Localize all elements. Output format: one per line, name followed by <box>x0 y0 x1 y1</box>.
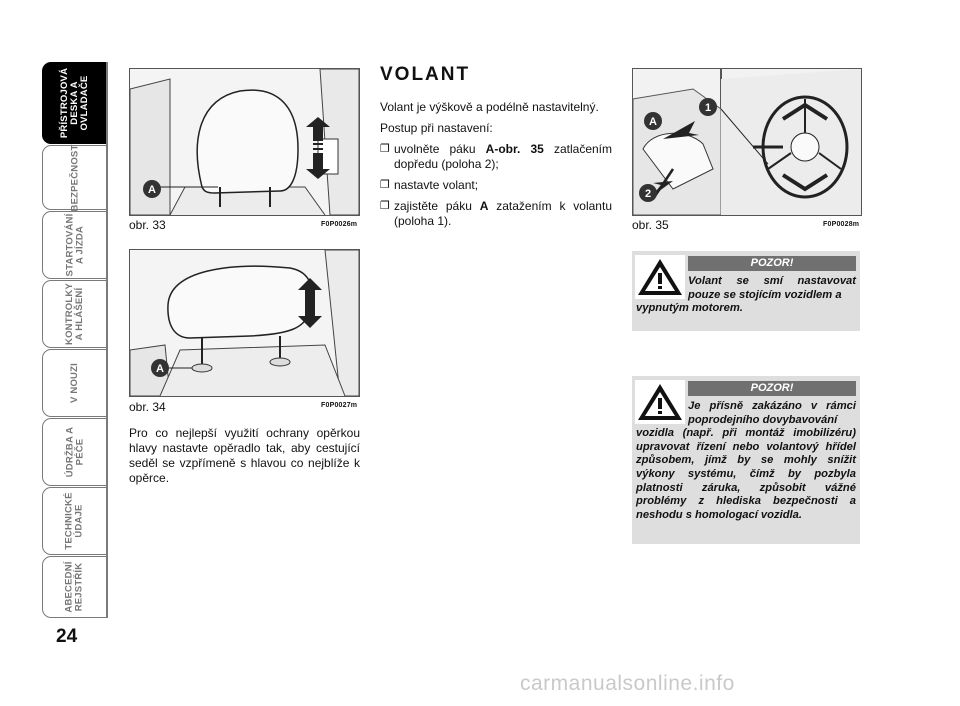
figure-steering <box>632 68 862 216</box>
tab-udrzba[interactable] <box>42 418 108 486</box>
tab-kontrolky[interactable] <box>42 280 108 348</box>
checkbox-bullet-icon: ❐ <box>380 200 390 212</box>
steering-section <box>380 100 612 235</box>
figure-headrest-2 <box>129 249 360 397</box>
checkbox-bullet-icon: ❐ <box>380 179 390 191</box>
figure-headrest-1 <box>129 68 360 216</box>
warning-box <box>632 376 860 544</box>
figure-marker: 2 <box>644 188 652 200</box>
list-item <box>380 142 612 172</box>
figure-caption: obr. 34 <box>129 400 166 414</box>
headrest-illustration <box>130 69 359 215</box>
figure-marker: A <box>649 116 657 128</box>
step-text: zajistěte páku <box>394 199 480 213</box>
tab-label: V NOUZI <box>69 363 80 403</box>
figure-code: F0P0028m <box>823 221 860 228</box>
tab-label: ABECEDNÍ REJSTŘÍK <box>64 561 85 613</box>
tab-label: ÚDRŽBA A PÉČE <box>63 426 85 478</box>
checkbox-bullet-icon: ❐ <box>380 143 390 155</box>
warning-text-lead: Je přísně zakázáno v rámci poprodejního dovybavování <box>688 400 856 426</box>
tab-technicke-udaje[interactable] <box>42 487 108 555</box>
tab-label: BEZPEČNOST <box>69 144 80 211</box>
tab-label: STARTOVÁNÍ A JÍZDA <box>64 213 85 277</box>
warning-box <box>632 251 860 331</box>
warning-text-rest: vozidla (např. při montáž imobilizéru) upravovat řízení nebo volantový hřídel způsobem, jímž by se mohly snížit výkony systému, čímž by pozbyla platnosti záruka, způsobit vážné problémy z hlediska bezpečnosti a neshodu s homologací vozidla. <box>636 427 856 521</box>
warning-text <box>636 400 856 522</box>
tab-label: TECHNICKÉ ÚDAJE <box>64 492 85 550</box>
tab-v-nouzi[interactable] <box>42 349 108 417</box>
warning-heading: POZOR! <box>688 256 856 271</box>
section-intro: Volant je výškově a podélně nastavitelný. <box>380 100 599 114</box>
procedure-label: Postup při nastavení: <box>380 121 493 135</box>
warning-text-lead: Volant se smí nastavovat pouze se stojícím vozidlem a <box>688 275 856 301</box>
list-item <box>380 178 612 193</box>
step-text: nastavte volant; <box>394 178 479 192</box>
figure-marker: A <box>156 363 164 375</box>
section-title: VOLANT <box>380 64 471 85</box>
tab-pristrojova-deska[interactable] <box>42 62 108 144</box>
tab-label: PŘÍSTROJOVÁ DESKA A OVLADAČE <box>59 67 91 139</box>
warning-text-rest: vypnutým motorem. <box>636 302 743 315</box>
tab-label: KONTROLKY A HLÁŠENÍ <box>64 283 85 345</box>
step-text: uvolněte páku <box>394 142 486 156</box>
sidebar-divider <box>106 62 108 617</box>
figure-caption: obr. 35 <box>632 218 669 232</box>
list-item <box>380 199 612 229</box>
figure-code: F0P0026m <box>321 221 358 228</box>
tab-startovani[interactable] <box>42 211 108 279</box>
step-reference: A-obr. 35 <box>485 142 544 156</box>
headrest-paragraph: Pro co nejlepší využití ochrany opěrkou hlavy nastavte opěradlo tak, aby cestující seděl se vzpřímeně s hlavou co nejblíže k opěrce. <box>129 426 360 485</box>
warning-heading: POZOR! <box>688 381 856 396</box>
figure-caption: obr. 33 <box>129 218 166 232</box>
steering-illustration <box>633 69 861 215</box>
figure-marker: A <box>148 184 156 196</box>
tab-abecedni-rejstrik[interactable] <box>42 556 108 618</box>
page-number: 24 <box>56 626 78 647</box>
figure-code: F0P0027m <box>321 402 358 409</box>
watermark: carmanualsonline.info <box>520 672 735 695</box>
step-text: zatlačením dopředu (poloha 2); <box>394 142 612 171</box>
tab-bezpecnost[interactable] <box>42 145 108 210</box>
warning-text <box>636 275 856 316</box>
step-reference: A <box>479 199 489 213</box>
figure-marker: 1 <box>704 102 712 114</box>
headrest-illustration <box>130 250 359 396</box>
step-text: zatažením k volantu (poloha 1). <box>394 199 612 228</box>
